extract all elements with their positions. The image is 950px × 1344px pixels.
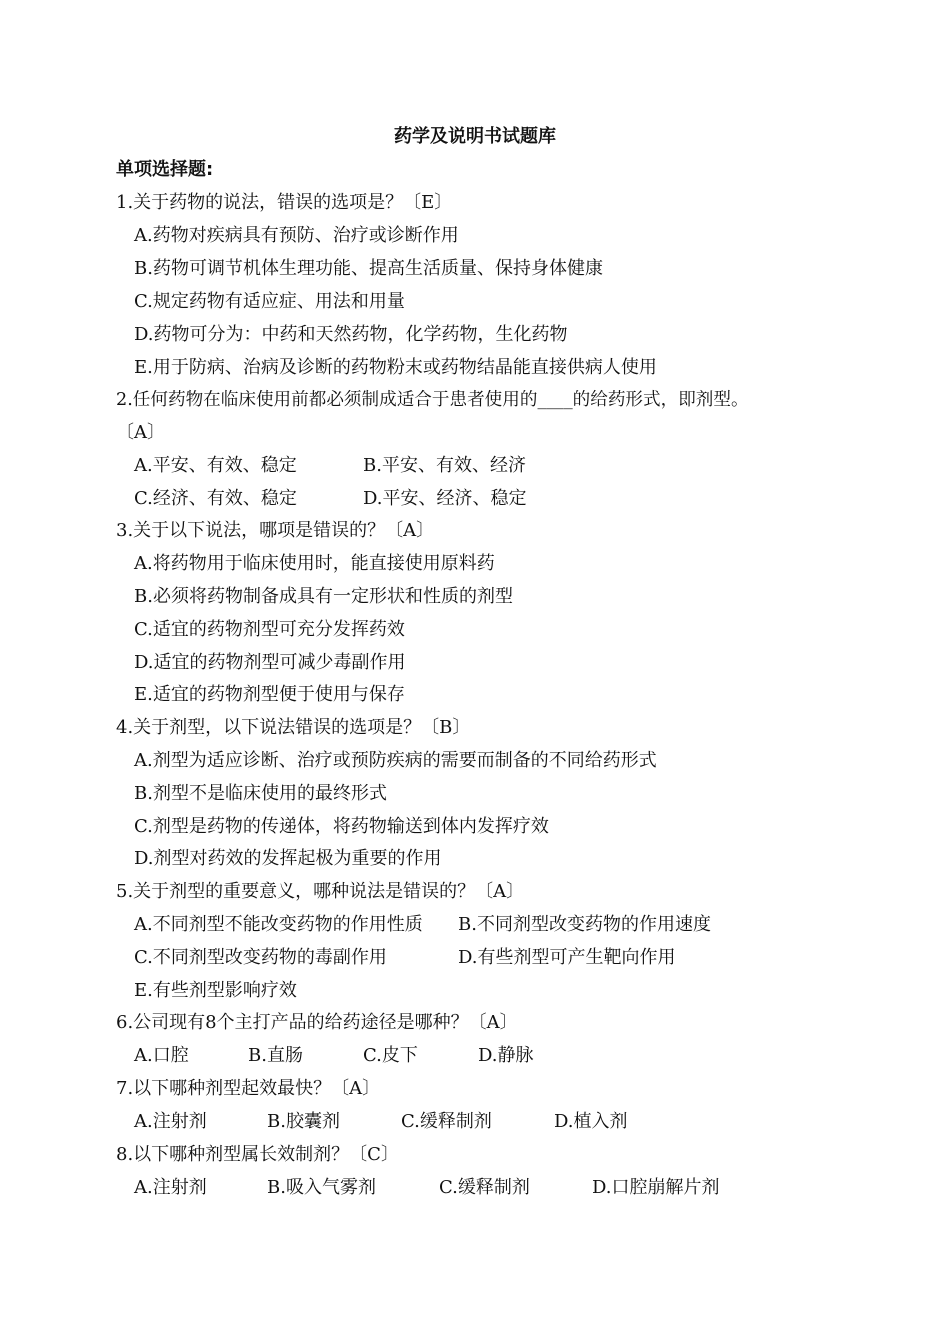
section-heading: 单项选择题: — [116, 159, 214, 180]
question-4-option-a: A.剂型为适应诊断、治疗或预防疾病的需要而制备的不同给药形式 — [134, 750, 657, 771]
question-5-option-a: A.不同剂型不能改变药物的作用性质 — [134, 914, 423, 935]
question-6-stem: 6.公司现有8个主打产品的给药途径是哪种？〔A〕 — [116, 1012, 518, 1033]
question-7-option-c: C.缓释制剂 — [401, 1111, 492, 1132]
question-6-option-b: B.直肠 — [248, 1045, 303, 1066]
question-5-stem: 5.关于剂型的重要意义，哪种说法是错误的？〔A〕 — [116, 881, 525, 902]
question-1-option-d: D.药物可分为：中药和天然药物，化学药物，生化药物 — [134, 324, 568, 345]
question-3-option-b: B.必须将药物制备成具有一定形状和性质的剂型 — [134, 586, 513, 607]
question-2-answer: 〔A〕 — [116, 422, 165, 443]
question-3-stem: 3.关于以下说法，哪项是错误的？〔A〕 — [116, 520, 435, 541]
question-2-option-a: A.平安、有效、稳定 — [134, 455, 297, 476]
question-8-option-d: D.口腔崩解片剂 — [592, 1177, 720, 1198]
question-2-option-c: C.经济、有效、稳定 — [134, 488, 297, 509]
question-2-option-d: D.平安、经济、稳定 — [363, 488, 527, 509]
question-4-option-c: C.剂型是药物的传递体，将药物输送到体内发挥疗效 — [134, 816, 549, 837]
question-1-option-b: B.药物可调节机体生理功能、提高生活质量、保持身体健康 — [134, 258, 603, 279]
question-3-option-d: D.适宜的药物剂型可减少毒副作用 — [134, 652, 406, 673]
question-6-option-c: C.皮下 — [363, 1045, 418, 1066]
question-5-option-e: E.有些剂型影响疗效 — [134, 980, 297, 1001]
question-8-stem: 8.以下哪种剂型属长效制剂？〔C〕 — [116, 1144, 399, 1165]
question-7-option-d: D.植入剂 — [554, 1111, 628, 1132]
question-2-stem: 2.任何药物在临床使用前都必须制成适合于患者使用的____的给药形式，即剂型。 — [116, 390, 749, 410]
question-8-option-b: B.吸入气雾剂 — [267, 1177, 376, 1198]
question-8-option-c: C.缓释制剂 — [439, 1177, 530, 1198]
question-3-option-a: A.将药物用于临床使用时，能直接使用原料药 — [134, 553, 495, 574]
question-5-option-c: C.不同剂型改变药物的毒副作用 — [134, 947, 387, 968]
question-4-stem: 4.关于剂型，以下说法错误的选项是？〔B〕 — [116, 717, 471, 738]
question-3-option-e: E.适宜的药物剂型便于使用与保存 — [134, 684, 405, 705]
question-7-option-b: B.胶囊剂 — [267, 1111, 340, 1132]
question-3-option-c: C.适宜的药物剂型可充分发挥药效 — [134, 619, 405, 640]
question-2-option-b: B.平安、有效、经济 — [363, 455, 526, 476]
question-1-option-c: C.规定药物有适应症、用法和用量 — [134, 291, 405, 312]
document-title: 药学及说明书试题库 — [394, 126, 556, 147]
question-1-option-e: E.用于防病、治病及诊断的药物粉末或药物结晶能直接供病人使用 — [134, 357, 657, 378]
question-8-option-a: A.注射剂 — [134, 1177, 207, 1198]
question-7-stem: 7.以下哪种剂型起效最快？〔A〕 — [116, 1078, 381, 1099]
question-5-option-d: D.有些剂型可产生靶向作用 — [458, 947, 676, 968]
question-1-option-a: A.药物对疾病具有预防、治疗或诊断作用 — [134, 225, 459, 246]
question-6-option-a: A.口腔 — [134, 1045, 189, 1066]
question-4-option-d: D.剂型对药效的发挥起极为重要的作用 — [134, 848, 442, 869]
question-4-option-b: B.剂型不是临床使用的最终形式 — [134, 783, 387, 804]
question-1-stem: 1.关于药物的说法，错误的选项是？〔E〕 — [116, 192, 453, 213]
question-7-option-a: A.注射剂 — [134, 1111, 207, 1132]
question-5-option-b: B.不同剂型改变药物的作用速度 — [458, 914, 711, 935]
question-6-option-d: D.静脉 — [478, 1045, 534, 1066]
